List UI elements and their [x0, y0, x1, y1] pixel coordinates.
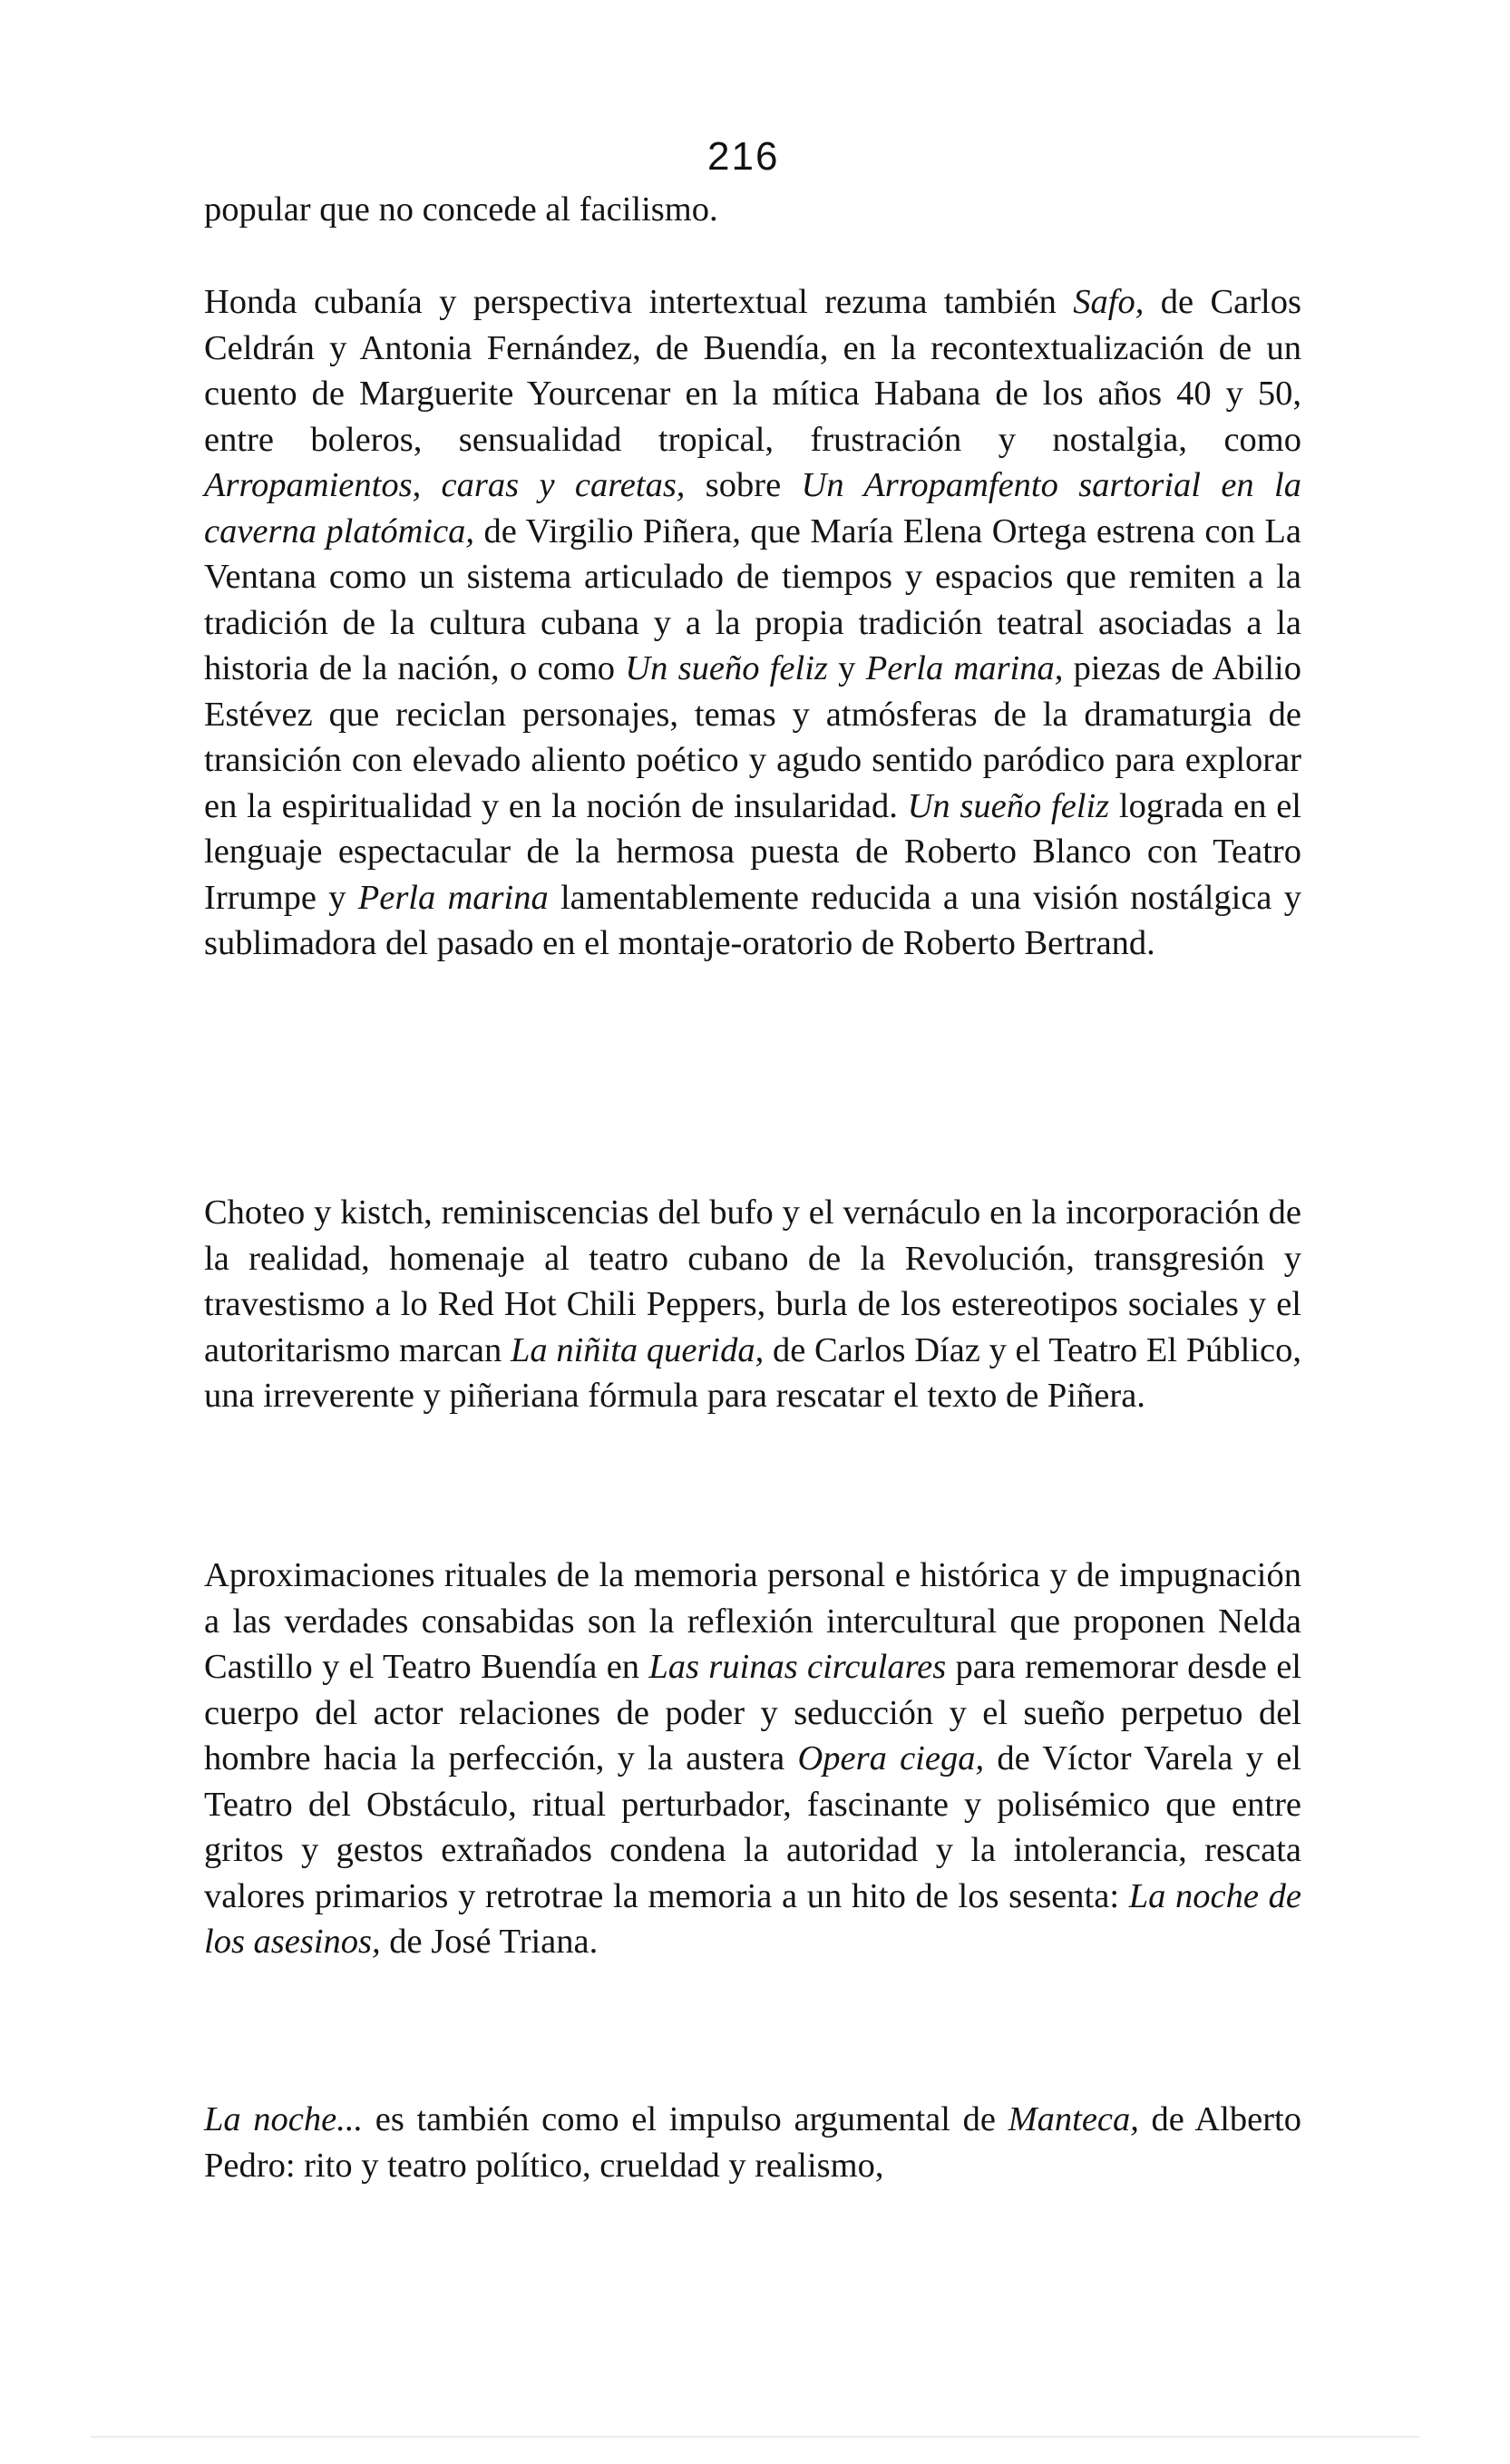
body-text: lograda en el lenguaje espectacular de la hermosa puesta de Roberto Blanco con Teatro Irrumpe y — [204, 786, 1301, 917]
paragraph-5 — [204, 2097, 1301, 2188]
body-text: y — [827, 649, 866, 687]
scan-edge-divider — [91, 2436, 1419, 2438]
body-text: lamentablemente reducida a una visión nostálgica y sublimadora del pasado en el montaje-oratorio de Roberto Bertrand. — [204, 878, 1301, 962]
paragraph-1 — [204, 187, 1301, 233]
body-text: de Carlos Celdrán y Antonia Fernández, de Buendía, en la recontextualización de un cuento de Marguerite Yourcenar en la mítica Habana de los años 40 y 50, entre boleros, sensualidad tropical, frustración y nostalgia, como — [204, 283, 1301, 459]
italic-title-text: Perla marina, — [865, 649, 1064, 687]
italic-title-text: Un Arropamfento sartorial en la caverna platómica, — [204, 466, 1301, 550]
italic-title-text: La noche... — [204, 2100, 364, 2138]
italic-title-text: La noche de los asesinos, — [204, 1876, 1301, 1961]
body-text: es también como el impulso argumental de — [363, 2100, 1008, 2138]
italic-title-text: Perla marina — [357, 878, 549, 917]
paragraph-4 — [204, 1553, 1301, 1965]
body-text: de Virgilio Piñera, que María Elena Ortega estrena con La Ventana como un sistema articulado de tiempos y espacios que remiten a la tradición de la cultura cubana y a la propia tradición teatral asociadas a la historia de la nación, o como — [204, 511, 1302, 687]
paragraph-text — [204, 1190, 1301, 1419]
italic-title-text: Manteca, — [1008, 2100, 1139, 2138]
italic-title-text: Arropamientos, caras y caretas, — [204, 466, 686, 504]
body-text: para rememorar desde el cuerpo del actor relaciones de poder y seducción y el sueño perpetuo del hombre hacia la perfección, y la austera — [204, 1648, 1301, 1777]
italic-title-text: Un sueño feliz — [625, 649, 828, 687]
body-text: de Víctor Varela y el Teatro del Obstáculo, ritual perturbador, fascinante y polisémico que entre gritos y gestos extrañados condena la autoridad y la intolerancia, rescata valores primarios y retrotrae la memoria a un hito de los sesenta: — [204, 1739, 1301, 1915]
paragraph-3 — [204, 1190, 1301, 1419]
italic-title-text: Un sueño feliz — [907, 786, 1110, 825]
body-text: Aproximaciones rituales de la memoria personal e histórica y de impugnación a las verdades consabidas son la reflexión intercultural que proponen Nelda Castillo y el Teatro Buendía en — [204, 1556, 1301, 1686]
body-text: de José Triana. — [380, 1923, 599, 1961]
body-text: Honda cubanía y perspectiva intertextual rezuma también — [204, 283, 1074, 321]
italic-title-text: Safo, — [1073, 283, 1145, 321]
body-text: de Alberto Pedro: rito y teatro político, crueldad y realismo, — [204, 2100, 1301, 2185]
paragraph-text — [204, 187, 1301, 233]
body-text: piezas de Abilio Estévez que reciclan personajes, temas y atmósferas de la dramaturgia de transición con elevado aliento poético y agudo sentido paródico para explorar en la espiritualidad y en la noción de insularidad. — [204, 649, 1301, 825]
body-text: de Carlos Díaz y el Teatro El Público, una irreverente y piñeriana fórmula para rescatar el texto de Piñera. — [204, 1330, 1301, 1415]
italic-title-text: La niñita querida, — [510, 1330, 765, 1369]
paragraph-text — [204, 1553, 1301, 1965]
paragraph-2 — [204, 279, 1301, 967]
body-text: Choteo y kistch, reminiscencias del bufo y el vernáculo en la incorporación de la realidad, homenaje al teatro cubano de la Revolución, transgresión y travestismo a lo Red Hot Chili Peppers, burla de los estereotipos sociales y el autoritarismo marcan — [204, 1193, 1301, 1369]
italic-title-text: Opera ciega, — [797, 1739, 985, 1777]
body-text: popular que no concede al facilismo. — [204, 190, 718, 229]
paragraph-text — [204, 279, 1301, 967]
paragraph-text — [204, 2097, 1301, 2188]
page-number: 216 — [707, 134, 780, 179]
italic-title-text: Las ruinas circulares — [648, 1648, 947, 1686]
body-text: sobre — [685, 466, 802, 504]
